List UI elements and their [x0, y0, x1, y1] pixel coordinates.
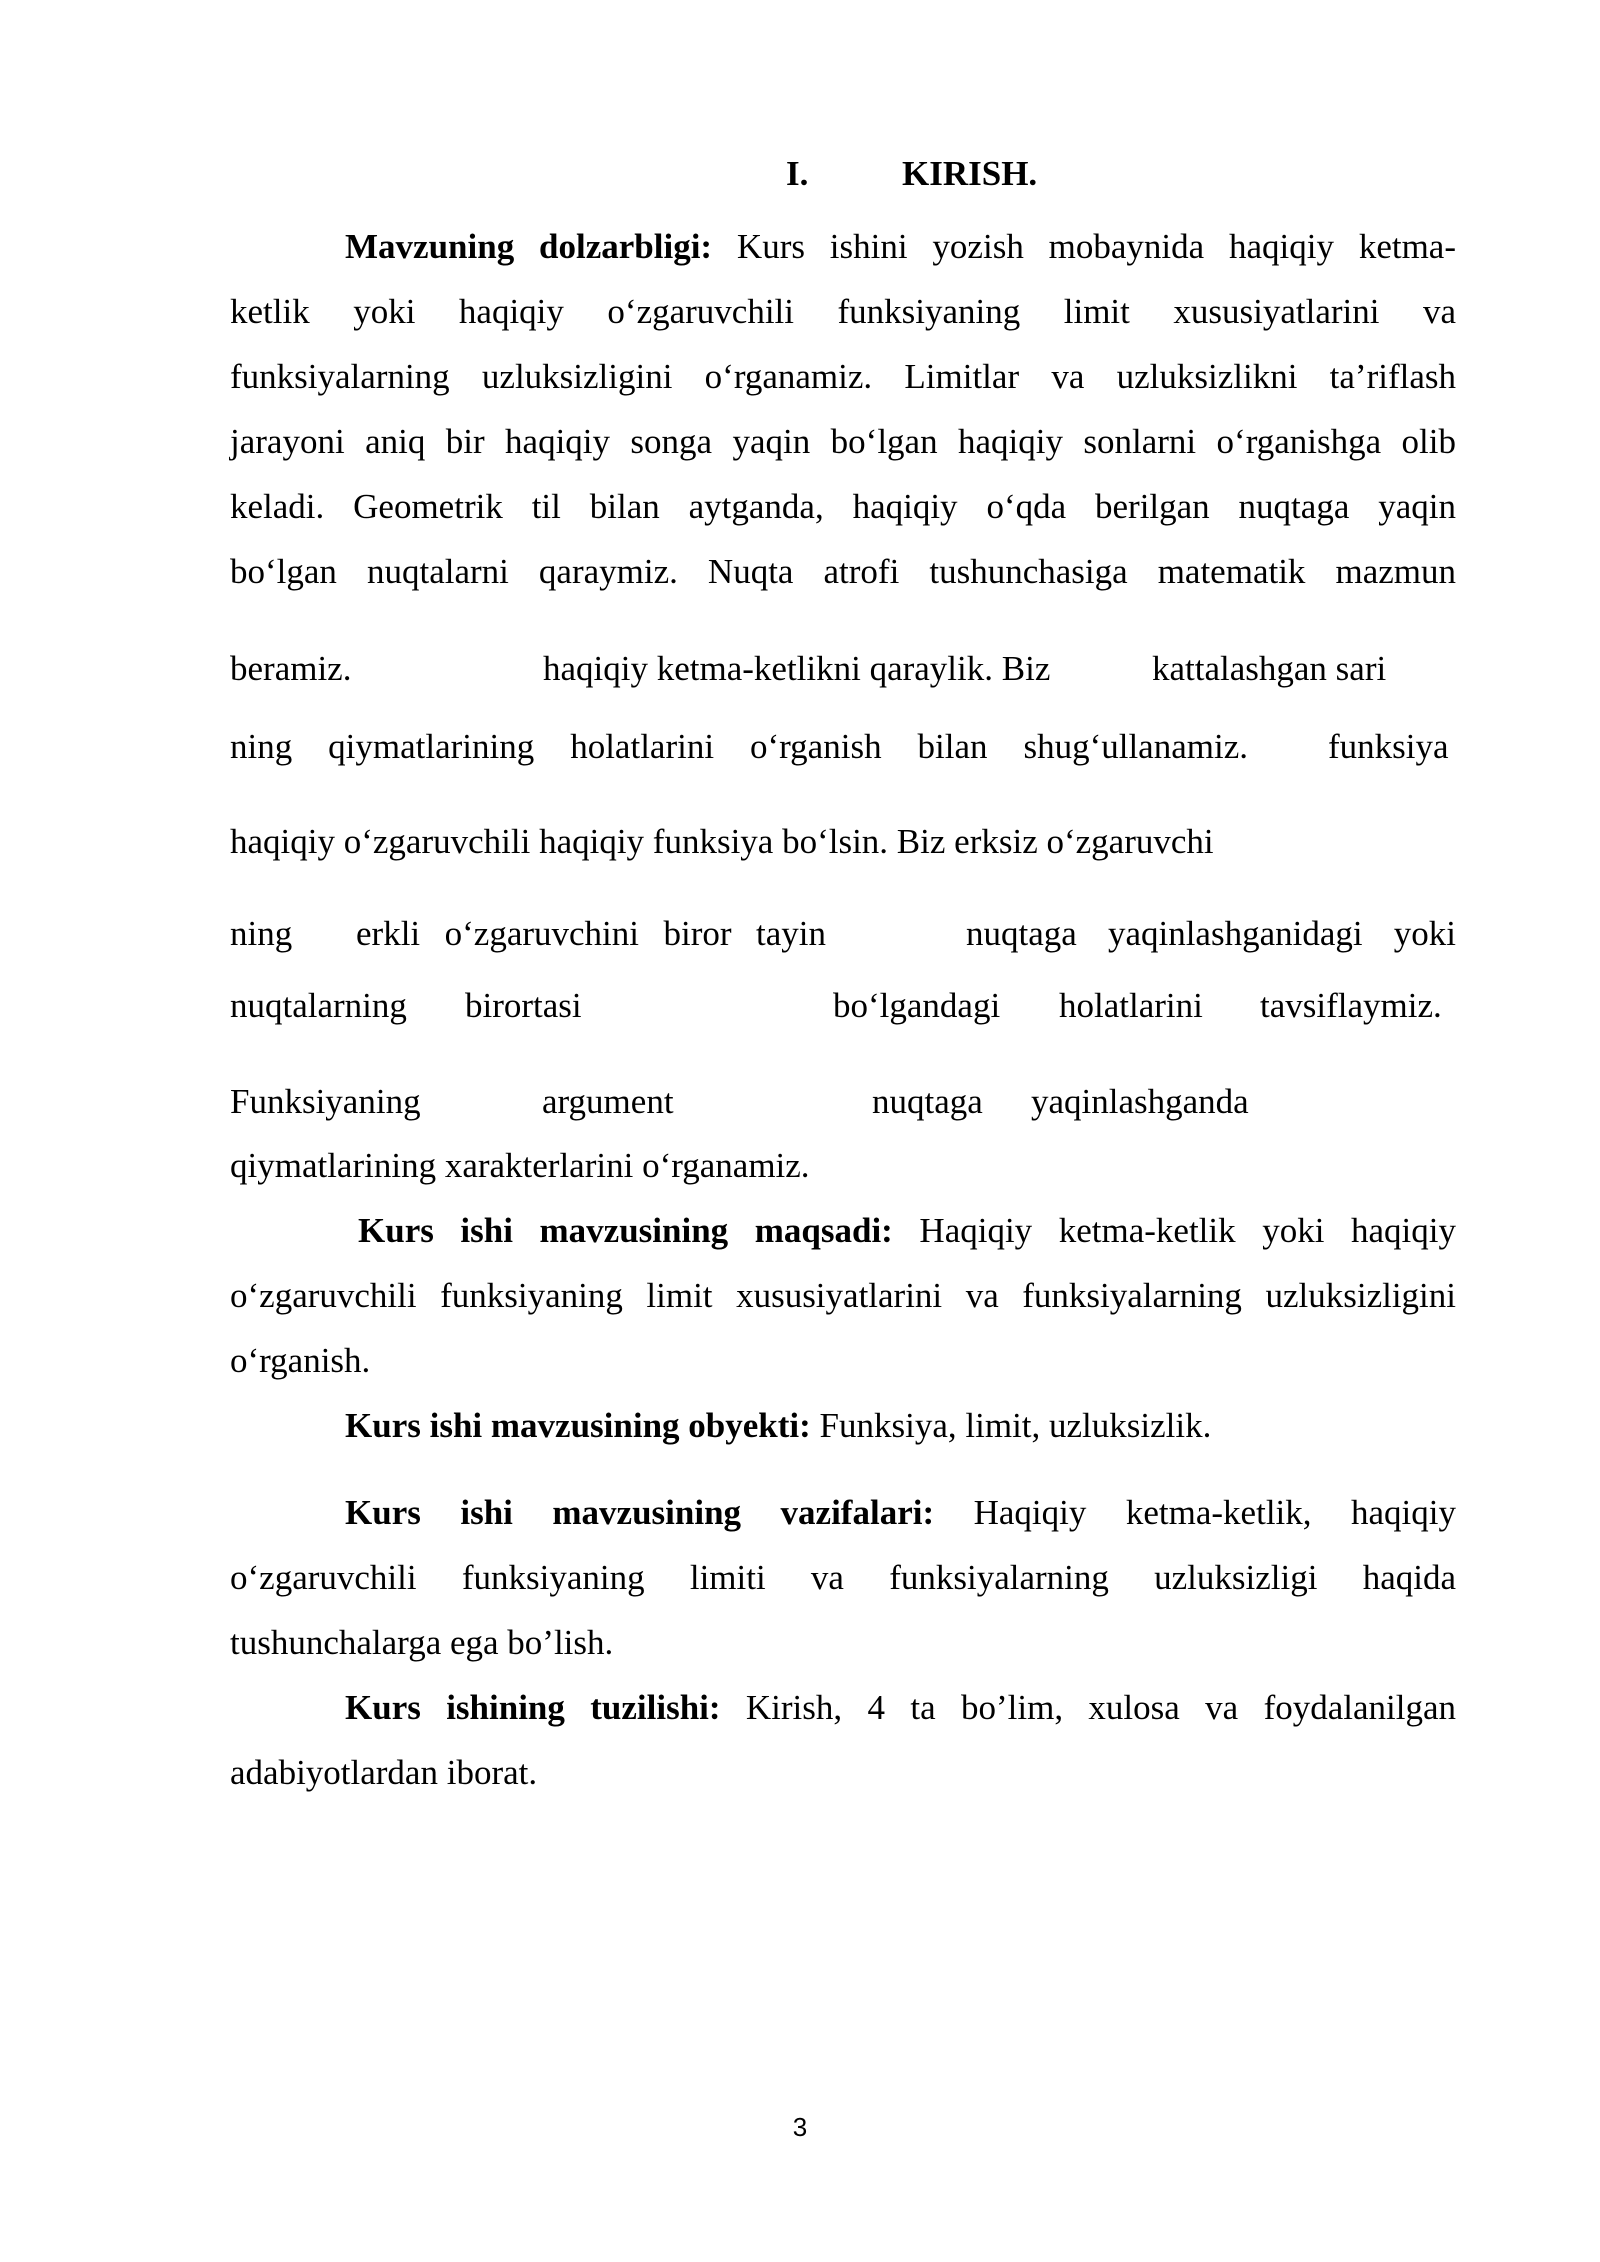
para5-label: Kurs ishining tuzilishi: [345, 1688, 721, 1727]
para1-line-8-a: ning qiymatlarining holatlarini o‘rganish bilan shug‘ullanamiz. [230, 727, 1248, 766]
para1-line-3: funksiyalarning uzluksizligini o‘rganamiz. Limitlar va uzluksizlikni ta’riflash [230, 357, 1456, 396]
para2-label: Kurs ishi mavzusining maqsadi: [358, 1211, 893, 1250]
para1-line-10-b: erkli o‘zgaruvchini biror tayin [356, 914, 826, 953]
para1-line-1-text: Kurs ishini yozish mobaynida haqiqiy ketma- [736, 227, 1456, 266]
para4-label: Kurs ishi mavzusining vazifalari: [345, 1493, 935, 1532]
para3-label: Kurs ishi mavzusining obyekti: [345, 1406, 811, 1445]
page-number: 3 [792, 2112, 808, 2142]
para1-line-13: qiymatlarining xarakterlarini o‘rganamiz. [230, 1146, 810, 1185]
para1-line-12-c: nuqtaga [872, 1082, 983, 1121]
para1-line-11-a: nuqtalarning [230, 986, 407, 1025]
para1-line-12-d: yaqinlashganda [1031, 1082, 1249, 1121]
para4-line-3: tushunchalarga ega bo’lish. [230, 1623, 614, 1662]
para1-line-5: keladi. Geometrik til bilan aytganda, haqiqiy o‘qda berilgan nuqtaga yaqin [230, 487, 1456, 526]
para4-line-1-text: Haqiqiy ketma-ketlik, haqiqiy [973, 1493, 1457, 1532]
para1-line-10-c: nuqtaga yaqinlashganidagi yoki [966, 914, 1456, 953]
para2-line-2: o‘zgaruvchili funksiyaning limit xususiyatlarini va funksiyalarning uzluksizligini [230, 1276, 1456, 1315]
para1-line-1 [345, 225, 1456, 269]
para1-line-7-c: kattalashgan sari [1152, 649, 1387, 688]
para1-line-7-b: haqiqiy ketma-ketlikni qaraylik. Biz [543, 649, 1051, 688]
para4-line-1 [345, 1491, 1456, 1535]
para3-line-1 [345, 1404, 1456, 1448]
para1-line-11-b: birortasi [465, 986, 582, 1025]
para1-line-2: ketlik yoki haqiqiy o‘zgaruvchili funksiyaning limit xususiyatlarini va [230, 292, 1456, 331]
para5-line-1-text: Kirish, 4 ta bo’lim, xulosa va foydalanilgan [745, 1688, 1456, 1727]
heading-number: I. [786, 154, 809, 193]
para1-label: Mavzuning dolzarbligi: [345, 227, 713, 266]
para1-line-9: haqiqiy o‘zgaruvchili haqiqiy funksiya bo‘lsin. Biz erksiz o‘zgaruvchi [230, 822, 1214, 861]
para5-line-1 [345, 1686, 1456, 1730]
heading-title: KIRISH. [902, 154, 1038, 193]
para1-line-4: jarayoni aniq bir haqiqiy songa yaqin bo‘lgan haqiqiy sonlarni o‘rganishga olib [230, 422, 1456, 461]
para1-line-6: bo‘lgan nuqtalarni qaraymiz. Nuqta atrofi tushunchasiga matematik mazmun [230, 552, 1456, 591]
para1-line-11-e: tavsiflaymiz. [1260, 986, 1442, 1025]
para5-line-2: adabiyotlardan iborat. [230, 1753, 538, 1792]
para1-line-12-b: argument [542, 1082, 674, 1121]
para1-line-11-c: bo‘lgandagi [833, 986, 1001, 1025]
para1-line-11-d: holatlarini [1059, 986, 1203, 1025]
para1-line-12-a: Funksiyaning [230, 1082, 421, 1121]
para3-line-1-text: Funksiya, limit, uzluksizlik. [819, 1406, 1212, 1445]
para2-line-3: o‘rganish. [230, 1341, 371, 1380]
para1-line-8-b: funksiya [1328, 727, 1449, 766]
para2-line-1-text: Haqiqiy ketma-ketlik yoki haqiqiy [919, 1211, 1456, 1250]
para4-line-2: o‘zgaruvchili funksiyaning limiti va funksiyalarning uzluksizligi haqida [230, 1558, 1456, 1597]
para1-line-7-a: beramiz. [230, 649, 352, 688]
para1-line-10-a: ning [230, 914, 293, 953]
para2-line-1 [358, 1209, 1456, 1253]
